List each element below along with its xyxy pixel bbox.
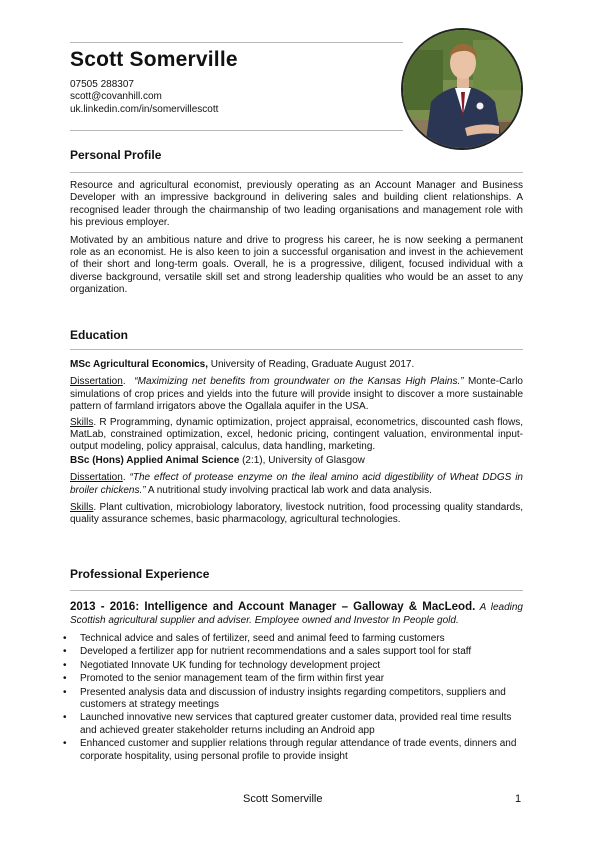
email-address: scott@covanhill.com <box>70 91 162 103</box>
msc-skills <box>70 417 523 454</box>
msc-details: University of Reading, Graduate August 2017. <box>208 359 415 370</box>
page-number: 1 <box>515 793 522 805</box>
footer-name: Scott Somerville <box>243 793 323 805</box>
experience-rule <box>70 590 523 591</box>
bsc-details: (2:1), University of Glasgow <box>239 454 365 466</box>
experience-bullet: • Developed a fertilizer app for nutrient recommendations and a sales support tool for staff <box>70 646 523 658</box>
msc-heading <box>70 359 523 371</box>
section-title-education: Education <box>70 328 129 342</box>
experience-bullet: • Promoted to the senior management team of the firm within first year <box>70 673 523 685</box>
job-heading <box>70 601 523 627</box>
msc-dissertation-text: Monte-Carlo simulations of crop prices and yields into the future will provide insight to discover a more sustainable pattern of farmland irrigators above the Ogallala aquifer in the USA. <box>70 376 523 413</box>
phone-number: 07505 288307 <box>70 79 134 90</box>
bsc-dissertation-label: Dissertation <box>70 472 123 484</box>
profile-photo <box>401 28 523 150</box>
experience-bullet: • Technical advice and sales of fertilizer, seed and animal feed to farming customers <box>70 633 523 645</box>
msc-skills-text: . R Programming, dynamic optimization, project appraisal, econometrics, discounted cash flows, MatLab, constrained optimization, excel, hedonic pricing, contingent valuation, environmental input-output modeling, policy appraisal, calculus, data handling, marketing. <box>70 416 523 453</box>
profile-rule <box>70 172 523 173</box>
contact-block <box>70 79 218 116</box>
section-title-experience: Professional Experience <box>70 567 210 581</box>
linkedin-url: uk.linkedin.com/in/somervillescott <box>70 103 219 115</box>
experience-bullet: • Launched innovative new services that captured greater customer data, provided real time results and achieved greater stakeholder returns including an Android app <box>70 712 523 737</box>
experience-bullet: • Presented analysis data and discussion of industry insights regarding competitors, suppliers and customers at strategy meetings <box>70 687 523 712</box>
header-bottom-rule <box>70 130 403 131</box>
bsc-skills <box>70 502 523 527</box>
msc-dissertation: Dissertation. “Maximizing net benefits from groundwater on the Kansas High Plains.” Monte-Carlo simulations of crop prices and yields into the future will provide insight to discover a more sustainable pattern of farmland irrigators above the Ogallala aquifer in the USA. <box>70 376 523 413</box>
profile-text <box>70 180 523 297</box>
msc-dissertation-title: “Maximizing net benefits from groundwater on the Kansas High Plains.” <box>134 376 464 388</box>
bsc-skills-label: Skills <box>70 502 94 514</box>
education-rule <box>70 349 523 350</box>
bsc-dissertation-title: “The effect of protease enzyme on the ileal amino acid digestibility of Wheat DDGS in broiler chickens.” <box>70 472 523 496</box>
bsc-dissertation-text: A nutritional study involving practical lab work and data analysis. <box>145 484 432 496</box>
bsc-heading <box>70 455 523 467</box>
education-text <box>70 359 523 527</box>
bsc-degree: BSc (Hons) Applied Animal Science <box>70 454 240 466</box>
msc-dissertation-label: Dissertation <box>70 376 123 388</box>
job-title: 2013 - 2016: Intelligence and Account Manager – Galloway & MacLeod. <box>70 601 476 613</box>
experience-bullet: • Negotiated Innovate UK funding for technology development project <box>70 660 523 672</box>
job-description: A leading Scottish agricultural supplier and adviser. Employee owned and Investor In People gold. <box>70 602 523 626</box>
experience-bullet-list <box>70 633 523 764</box>
experience-bullet: • Enhanced customer and supplier relations through regular attendance of trade events, dinners and corporate hospitality, using personal profile to provide insight <box>70 738 523 763</box>
msc-degree: MSc Agricultural Economics, <box>70 359 208 370</box>
section-title-profile: Personal Profile <box>70 148 162 162</box>
profile-paragraph-1: Resource and agricultural economist, previously operating as an Account Manager and Business Developer with an impressive background in delivering sales and building client relationships. A recognised leader through the chairmanship of two leading organisations and management role with his previous employer. <box>70 180 523 229</box>
profile-paragraph-2: Motivated by an ambitious nature and drive to progress his career, he is now seeking a permanent role as an economist. He is also keen to join a successful organisation and invest in the achievement of their short and long-term goals. Overall, he is a progressive, diligent, focused individual with a diverse background, versatile skill set and strong leadership qualities who would be an asset to any organization. <box>70 234 523 296</box>
msc-skills-label: Skills <box>70 416 94 428</box>
bsc-skills-text: . Plant cultivation, microbiology laboratory, livestock nutrition, food processing quality standards, quality assurance schemes, basic pharmacology, agricultural technologies. <box>70 502 523 526</box>
bsc-dissertation: Dissertation. “The effect of protease enzyme on the ileal amino acid digestibility of Wheat DDGS in broiler chickens.” A nutritional study involving practical lab work and data analysis. <box>70 472 523 496</box>
header-top-rule <box>70 42 403 43</box>
portrait-image <box>403 30 521 148</box>
candidate-name: Scott Somerville <box>70 48 238 71</box>
